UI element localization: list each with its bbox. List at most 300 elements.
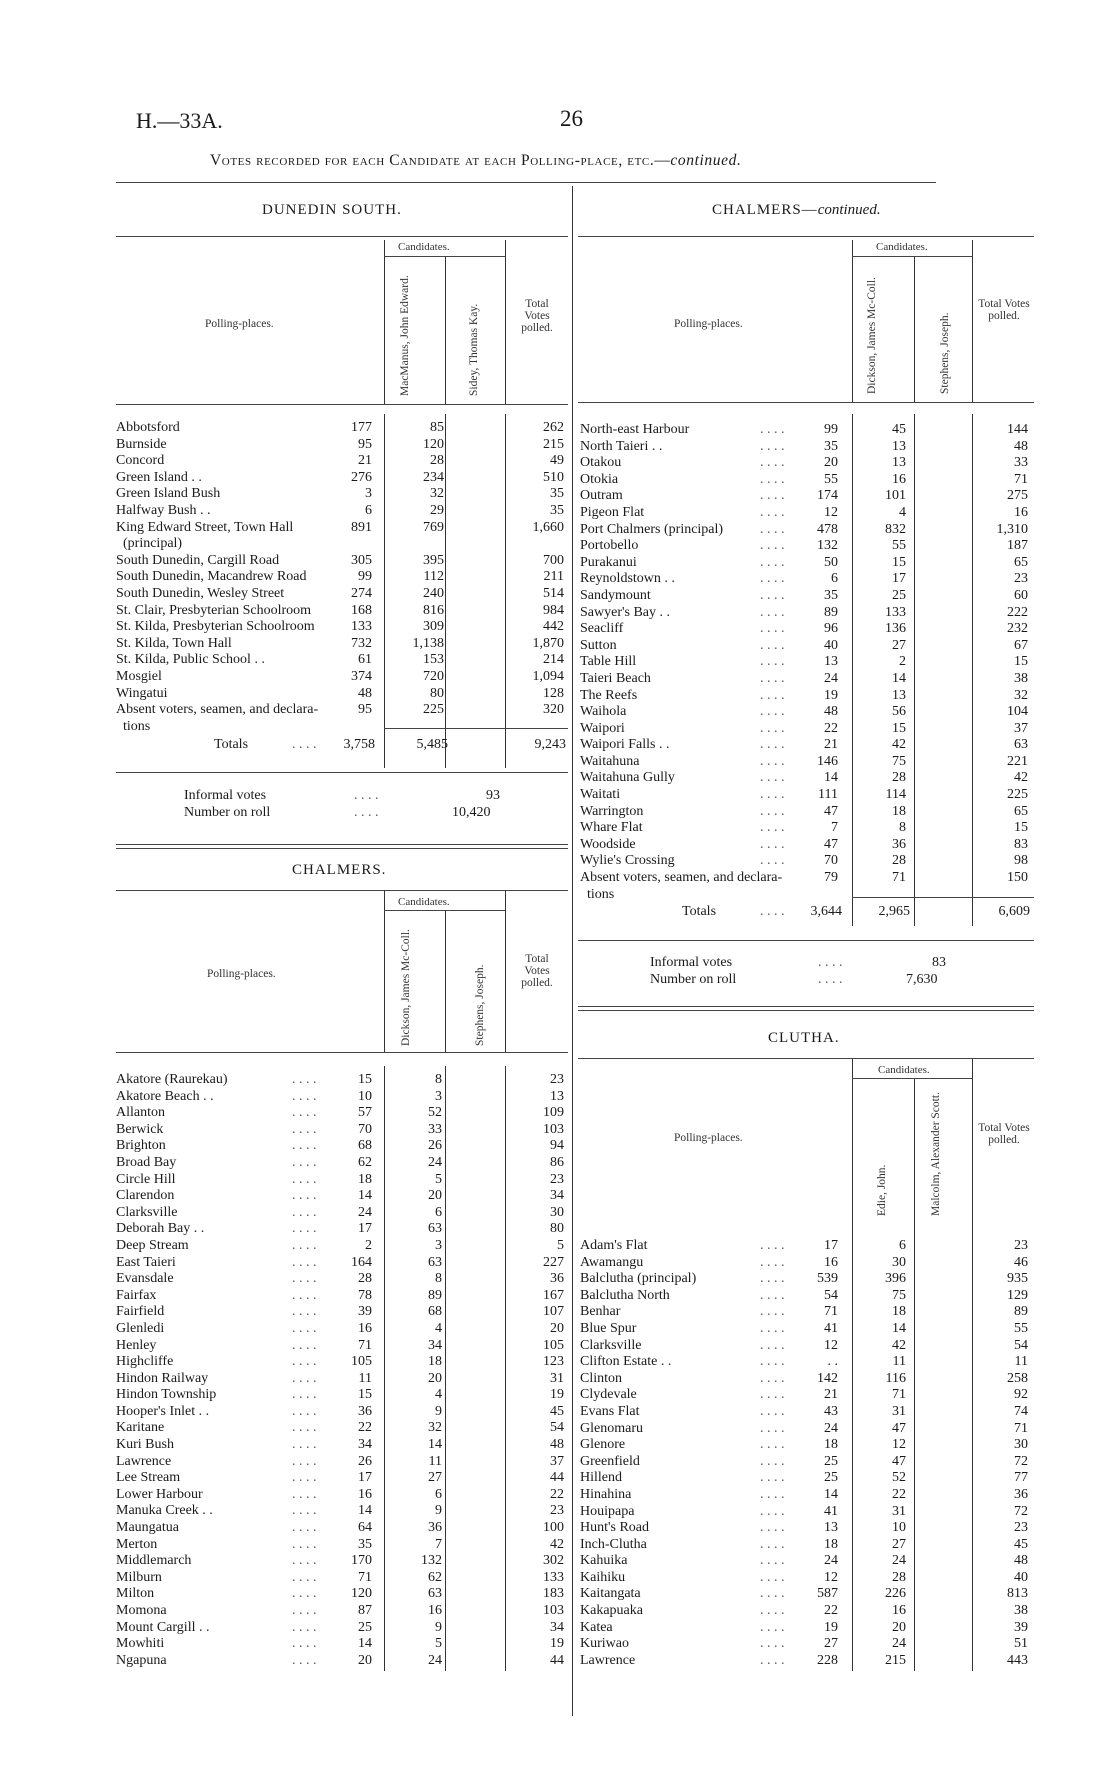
table-row: [116, 1288, 568, 1305]
polling-place: Halfway Bush . .: [116, 502, 211, 518]
polling-place: St. Clair, Presbyterian Schoolroom: [116, 602, 312, 618]
polling-place: Katea: [580, 1619, 613, 1635]
votes-total: 700: [543, 552, 564, 568]
votes-total: 46: [1014, 1254, 1028, 1270]
votes-total: 133: [543, 1569, 564, 1585]
votes-total: 11: [1014, 1354, 1028, 1370]
total-votes-header: Total Votes polled.: [521, 953, 553, 989]
candidates-label: Candidates.: [398, 241, 450, 253]
leader-dots: . . . .: [760, 1520, 785, 1536]
leader-dots: . . . .: [760, 621, 785, 637]
totals-dots: . . . .: [292, 737, 317, 752]
leader-dots: . . . .: [292, 1154, 317, 1170]
leader-dots: . . . .: [292, 1453, 317, 1469]
polling-place: Merton: [116, 1536, 158, 1552]
votes-candidate-1: 25: [824, 1453, 838, 1469]
table-row: [580, 638, 1034, 655]
votes-candidate-2: 32: [428, 1420, 442, 1436]
leader-dots: . . . .: [760, 820, 785, 836]
candidates-label: Candidates.: [876, 241, 928, 253]
votes-candidate-2: 16: [892, 1603, 906, 1619]
candidate-name-malcolm: Malcolm, Alexander Scott.: [930, 1092, 942, 1216]
polling-place: Kuri Bush: [116, 1437, 174, 1453]
votes-candidate-2: 114: [885, 787, 906, 803]
votes-candidate-1: 105: [351, 1354, 372, 1370]
votes-candidate-2: 28: [430, 453, 444, 469]
leader-dots: . . . .: [760, 1553, 785, 1569]
votes-total: 935: [1007, 1271, 1028, 1287]
top-rule: [116, 182, 936, 183]
table-row: [116, 503, 568, 520]
votes-candidate-1: 26: [358, 1453, 372, 1469]
table-row: [580, 837, 1034, 854]
polling-place: Reynoldstown . .: [580, 571, 675, 587]
polling-place: Purakanui: [580, 554, 637, 570]
roll-label: Number on roll: [184, 805, 271, 820]
votes-total: 215: [543, 436, 564, 452]
table-row: [116, 520, 568, 537]
votes-candidate-2: 2: [899, 654, 906, 670]
chalmers-continued-table: [580, 422, 1034, 903]
votes-total: 144: [1007, 422, 1028, 437]
header-divider: [972, 240, 973, 402]
table-row: [580, 770, 1034, 787]
table-row: [580, 1586, 1034, 1603]
polling-place: Milton: [116, 1586, 155, 1602]
informal-value: 83: [932, 955, 946, 970]
votes-candidate-2: 8: [435, 1271, 442, 1287]
votes-total: 128: [543, 685, 564, 701]
leader-dots: . . . .: [292, 1370, 317, 1386]
header-rule: [116, 890, 568, 891]
votes-candidate-2: 24: [428, 1652, 442, 1668]
total-stephens: 2,965: [878, 904, 910, 919]
votes-candidate-2: 112: [423, 569, 444, 585]
polling-place: Glenomaru: [580, 1420, 643, 1436]
votes-candidate-1: 16: [358, 1320, 372, 1336]
votes-candidate-2: 71: [892, 1387, 906, 1403]
votes-total: 71: [1014, 471, 1028, 487]
polling-place: Adam's Flat: [580, 1238, 648, 1253]
votes-total: 31: [550, 1370, 564, 1386]
polling-place: Waihola: [580, 704, 627, 720]
polling-place: tions: [116, 718, 151, 734]
votes-total: 23: [550, 1503, 564, 1519]
votes-candidate-1: 6: [365, 502, 372, 518]
votes-candidate-2: 24: [892, 1553, 906, 1569]
votes-candidate-1: 164: [351, 1254, 372, 1270]
votes-total: 65: [1014, 803, 1028, 819]
votes-total: 19: [550, 1387, 564, 1403]
table-row: [116, 1089, 568, 1106]
votes-candidate-1: 15: [358, 1387, 372, 1403]
votes-total: 262: [543, 420, 564, 435]
table-row: [116, 1188, 568, 1205]
leader-dots: . . . .: [760, 1603, 785, 1619]
polling-place: Woodside: [580, 836, 636, 852]
votes-candidate-2: 63: [428, 1221, 442, 1237]
table-row: [580, 737, 1034, 754]
polling-place: Pigeon Flat: [580, 504, 645, 520]
leader-dots: . . . .: [292, 1603, 317, 1618]
leader-dots: . . . .: [292, 1237, 317, 1253]
votes-candidate-1: 68: [358, 1138, 372, 1154]
table-row: [116, 1487, 568, 1504]
votes-candidate-1: 120: [351, 1586, 372, 1602]
votes-candidate-1: 18: [358, 1171, 372, 1187]
table-row: [580, 1421, 1034, 1438]
votes-candidate-1: 177: [351, 420, 372, 435]
votes-candidate-2: 47: [892, 1420, 906, 1436]
votes-total: 51: [1014, 1636, 1028, 1652]
table-row: [580, 654, 1034, 671]
votes-candidate-1: 891: [351, 519, 372, 535]
votes-candidate-2: 52: [428, 1105, 442, 1121]
leader-dots: . . . .: [760, 438, 785, 454]
votes-candidate-2: 14: [428, 1437, 442, 1453]
totals-label: Totals: [214, 737, 249, 752]
votes-candidate-1: 142: [817, 1370, 838, 1386]
votes-candidate-1: 15: [358, 1072, 372, 1087]
table-row: [116, 553, 568, 570]
votes-total: 37: [1014, 720, 1028, 736]
table-row: [580, 1553, 1034, 1570]
votes-total: 15: [1014, 654, 1028, 670]
votes-candidate-2: 27: [428, 1470, 442, 1486]
table-row: [580, 1454, 1034, 1471]
votes-candidate-1: 24: [824, 1553, 838, 1569]
votes-candidate-1: 22: [824, 720, 838, 736]
header-rule: [116, 236, 568, 237]
votes-total: 44: [550, 1652, 564, 1668]
polling-place: South Dunedin, Wesley Street: [116, 585, 285, 601]
votes-candidate-1: 71: [358, 1569, 372, 1585]
polling-place: Clarksville: [580, 1337, 642, 1353]
candidate-name-stephens: Stephens, Joseph.: [939, 312, 951, 394]
polling-place: Sawyer's Bay . .: [580, 604, 671, 620]
totals-dots: . . . .: [760, 904, 785, 919]
leader-dots: . . . .: [760, 853, 785, 869]
votes-total: 33: [1014, 455, 1028, 471]
leader-dots: . . . .: [292, 1271, 317, 1287]
table-row: [116, 420, 568, 437]
votes-candidate-2: 24: [892, 1636, 906, 1652]
dunedin-south-table: [116, 420, 568, 735]
votes-total: 167: [543, 1287, 564, 1303]
table-row: [580, 1537, 1034, 1554]
leader-dots: . . . .: [292, 1287, 317, 1303]
leader-dots: . . . .: [760, 670, 785, 686]
polling-place: Otakou: [580, 455, 622, 471]
votes-candidate-1: 96: [824, 621, 838, 637]
polling-place: Karitane: [116, 1420, 165, 1436]
votes-candidate-2: 30: [892, 1254, 906, 1270]
votes-candidate-1: 21: [358, 453, 372, 469]
votes-total: 214: [543, 652, 564, 668]
votes-candidate-1: 99: [358, 569, 372, 585]
table-row: [116, 569, 568, 586]
polling-places-header: Polling-places.: [205, 318, 274, 330]
polling-place: Green Island Bush: [116, 486, 221, 502]
polling-place: Lower Harbour: [116, 1486, 203, 1502]
table-row: [580, 488, 1034, 505]
totals-bottom-rule: [578, 940, 1034, 941]
votes-candidate-1: 14: [358, 1503, 372, 1519]
polling-place: Balclutha (principal): [580, 1271, 697, 1287]
votes-candidate-1: 170: [351, 1553, 372, 1569]
votes-total: 48: [550, 1437, 564, 1453]
page-subtitle: Votes recorded for each Candidate at each Polling-place, etc.—continued.: [210, 152, 742, 169]
column-line: [852, 414, 853, 926]
header-divider: [505, 240, 506, 404]
header-divider: [384, 240, 385, 404]
table-row: [580, 1520, 1034, 1537]
votes-candidate-2: 9: [435, 1503, 442, 1519]
leader-dots: . . . .: [760, 1486, 785, 1502]
votes-candidate-1: 64: [358, 1520, 372, 1536]
roll-value: 7,630: [906, 972, 938, 987]
table-row: [580, 1603, 1034, 1620]
votes-candidate-2: 3: [435, 1088, 442, 1104]
header-rule: [384, 256, 505, 257]
chalmers-table: [116, 1072, 568, 1669]
polling-place: (principal): [116, 536, 183, 552]
table-row: [116, 603, 568, 620]
votes-candidate-1: 14: [358, 1636, 372, 1652]
polling-place: Highcliffe: [116, 1354, 174, 1370]
votes-candidate-1: 18: [824, 1536, 838, 1552]
polling-place: Lawrence: [580, 1652, 636, 1668]
votes-candidate-1: 57: [358, 1105, 372, 1121]
table-row: [116, 1122, 568, 1139]
total-sidey: 5,485: [416, 737, 448, 752]
votes-candidate-1: 70: [824, 853, 838, 869]
candidate-name-dickson: Dickson, James Mc-Coll.: [866, 277, 878, 394]
total-votes-header: Total Votes polled.: [978, 1122, 1030, 1146]
votes-candidate-2: 4: [899, 504, 906, 520]
table-row: [580, 1304, 1034, 1321]
leader-dots: . . . .: [760, 1420, 785, 1436]
votes-candidate-1: 18: [824, 1437, 838, 1453]
votes-candidate-1: 10: [358, 1088, 372, 1104]
votes-total: 510: [543, 469, 564, 485]
leader-dots: . . . .: [760, 1586, 785, 1602]
polling-place: Hillend: [580, 1470, 622, 1486]
votes-candidate-2: 27: [892, 637, 906, 653]
votes-candidate-1: 34: [358, 1437, 372, 1453]
votes-candidate-2: 20: [428, 1370, 442, 1386]
votes-candidate-1: 12: [824, 1569, 838, 1585]
votes-total: 44: [550, 1470, 564, 1486]
votes-candidate-2: 42: [892, 1337, 906, 1353]
polling-place: Kaitangata: [580, 1586, 641, 1602]
votes-candidate-2: 68: [428, 1304, 442, 1320]
table-row: [580, 853, 1034, 870]
leader-dots: . . . .: [760, 1403, 785, 1419]
table-row: [116, 1321, 568, 1338]
votes-candidate-2: 6: [435, 1486, 442, 1502]
votes-candidate-1: 146: [817, 753, 838, 769]
votes-candidate-2: 8: [435, 1072, 442, 1087]
votes-candidate-1: 70: [358, 1121, 372, 1137]
leader-dots: . . . .: [292, 1337, 317, 1353]
votes-candidate-1: 35: [358, 1536, 372, 1552]
polling-place: Greenfield: [580, 1453, 640, 1469]
leader-dots: . . . .: [760, 1503, 785, 1519]
header-bottom-rule: [116, 404, 568, 405]
votes-total: 54: [1014, 1337, 1028, 1353]
leader-dots: . . . .: [760, 1453, 785, 1469]
total-votes: 9,243: [534, 737, 566, 752]
votes-total: 45: [1014, 1536, 1028, 1552]
votes-candidate-2: 28: [892, 770, 906, 786]
votes-candidate-2: 132: [421, 1553, 442, 1569]
votes-candidate-2: 52: [892, 1470, 906, 1486]
votes-total: 39: [1014, 1619, 1028, 1635]
leader-dots: . . . .: [760, 1271, 785, 1287]
votes-candidate-2: 16: [892, 471, 906, 487]
votes-total: 94: [550, 1138, 564, 1154]
votes-candidate-2: 26: [428, 1138, 442, 1154]
table-row: [580, 1404, 1034, 1421]
table-row: [580, 1255, 1034, 1272]
votes-candidate-2: 136: [885, 621, 906, 637]
votes-candidate-2: 13: [892, 687, 906, 703]
votes-candidate-2: 234: [423, 469, 444, 485]
votes-candidate-1: 21: [824, 1387, 838, 1403]
votes-candidate-2: 80: [430, 685, 444, 701]
votes-candidate-2: 33: [428, 1121, 442, 1137]
votes-total: 211: [543, 569, 564, 585]
table-row: [580, 671, 1034, 688]
votes-candidate-1: 132: [817, 538, 838, 554]
leader-dots: . . . .: [292, 1619, 317, 1635]
column-line: [852, 1226, 853, 1671]
table-row: [116, 1371, 568, 1388]
votes-candidate-1: 35: [824, 587, 838, 603]
leader-dots: . . . .: [292, 1354, 317, 1370]
leader-dots: . . . .: [760, 1636, 785, 1652]
polling-place: Clarksville: [116, 1204, 178, 1220]
leader-dots: . . . .: [760, 422, 785, 437]
polling-places-header: Polling-places.: [674, 1132, 743, 1144]
votes-candidate-1: 95: [358, 702, 372, 718]
leader-dots: . . . .: [760, 687, 785, 703]
polling-place: Clydevale: [580, 1387, 637, 1403]
polling-place: Absent voters, seamen, and declara-: [580, 870, 783, 886]
leader-dots: . . . .: [760, 654, 785, 670]
votes-total: 38: [1014, 1603, 1028, 1619]
polling-place: Momona: [116, 1603, 167, 1618]
header-rule: [578, 236, 1034, 237]
votes-candidate-2: 31: [892, 1403, 906, 1419]
table-row: [116, 636, 568, 653]
candidates-label: Candidates.: [878, 1064, 930, 1076]
polling-place: Brighton: [116, 1138, 166, 1154]
votes-candidate-2: 133: [885, 604, 906, 620]
table-row: [116, 1155, 568, 1172]
totals-label: Totals: [682, 904, 717, 919]
votes-total: 443: [1007, 1652, 1028, 1668]
votes-total: 20: [550, 1320, 564, 1336]
polling-places-header: Polling-places.: [674, 318, 743, 330]
table-row: [116, 1570, 568, 1587]
votes-candidate-1: . .: [827, 1354, 838, 1370]
votes-candidate-2: 309: [423, 619, 444, 635]
votes-total: 302: [543, 1553, 564, 1569]
table-row: [580, 1570, 1034, 1587]
leader-dots: . . . .: [760, 803, 785, 819]
votes-total: 123: [543, 1354, 564, 1370]
votes-candidate-2: 215: [885, 1652, 906, 1668]
table-row: [116, 1420, 568, 1437]
leader-dots: . . . .: [292, 1320, 317, 1336]
votes-candidate-1: 732: [351, 635, 372, 651]
table-row: [116, 1221, 568, 1238]
polling-place: Milburn: [116, 1569, 162, 1585]
votes-total: 98: [1014, 853, 1028, 869]
votes-total: 103: [543, 1121, 564, 1137]
votes-candidate-2: 75: [892, 753, 906, 769]
header-rule: [578, 1058, 1034, 1059]
polling-places-header: Polling-places.: [207, 968, 276, 980]
votes-candidate-1: 14: [358, 1188, 372, 1204]
votes-total: 86: [550, 1154, 564, 1170]
polling-place: Absent voters, seamen, and declara-: [116, 702, 319, 718]
header-bottom-rule: [116, 1052, 568, 1053]
chalmers-informal: Informal votes . . . . 83: [650, 955, 946, 970]
votes-candidate-2: 16: [428, 1603, 442, 1618]
votes-candidate-1: 13: [824, 1520, 838, 1536]
polling-place: Akatore Beach . .: [116, 1088, 214, 1104]
total-macmanus: 3,758: [343, 737, 375, 752]
votes-total: 104: [1007, 704, 1028, 720]
votes-candidate-2: 8: [899, 820, 906, 836]
votes-candidate-1: 19: [824, 687, 838, 703]
votes-candidate-2: 34: [428, 1337, 442, 1353]
polling-place: Sutton: [580, 637, 617, 653]
votes-candidate-2: 6: [899, 1238, 906, 1253]
leader-dots: . . . .: [292, 1470, 317, 1486]
table-row: [580, 555, 1034, 572]
leader-dots: . . . .: [760, 704, 785, 720]
leader-dots: . . . .: [292, 1437, 317, 1453]
table-row: [580, 621, 1034, 638]
votes-candidate-2: 120: [423, 436, 444, 452]
polling-place: Ngapuna: [116, 1652, 167, 1668]
votes-total: 34: [550, 1188, 564, 1204]
totals-rule: [384, 728, 568, 729]
table-row: [580, 754, 1034, 771]
votes-candidate-1: 48: [358, 685, 372, 701]
polling-place: Hinahina: [580, 1486, 632, 1502]
table-row: [580, 422, 1034, 439]
polling-place: Seacliff: [580, 621, 624, 637]
votes-candidate-2: 45: [892, 422, 906, 437]
leader-dots: . . . .: [760, 488, 785, 504]
column-line: [914, 414, 915, 926]
table-row: [116, 1603, 568, 1620]
votes-candidate-2: 27: [892, 1536, 906, 1552]
table-row: [116, 1172, 568, 1189]
votes-candidate-2: 75: [892, 1287, 906, 1303]
votes-candidate-1: 16: [824, 1254, 838, 1270]
votes-candidate-1: 17: [358, 1221, 372, 1237]
table-row: [580, 1387, 1034, 1404]
votes-candidate-2: 4: [435, 1320, 442, 1336]
table-row: [580, 820, 1034, 837]
leader-dots: . . . .: [760, 571, 785, 587]
